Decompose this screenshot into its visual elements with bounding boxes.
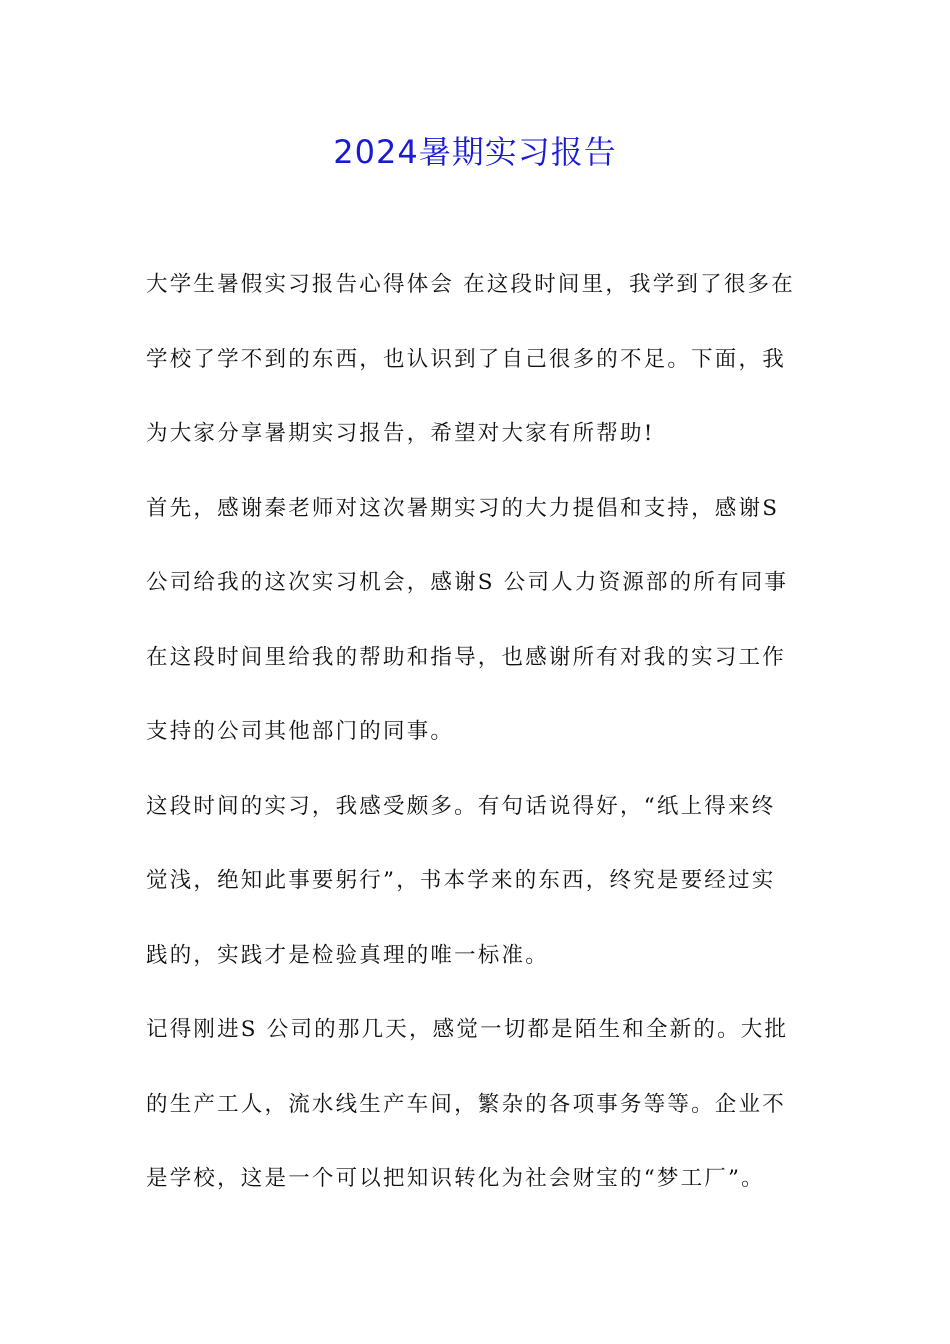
body-line: 是学校，这是一个可以把知识转化为社会财宝的“梦工厂”。 [146, 1166, 765, 1191]
body-line: 践的，实践才是检验真理的唯一标准。 [146, 942, 549, 968]
body-line: 支持的公司其他部门的同事。 [146, 719, 455, 744]
body-line: 的生产工人，流水线生产车间，繁杂的各项事务等等。企业不 [146, 1091, 786, 1117]
body-line: 记得刚进S 公司的那几天，感觉一切都是陌生和全新的。大批 [146, 1017, 789, 1042]
body-line: 觉浅，绝知此事要躬行”，书本学来的东西，终究是要经过实 [146, 868, 776, 893]
document-title: 2024暑期实习报告 [333, 133, 617, 171]
document-body [146, 262, 806, 1231]
body-line: 这段时间的实习，我感受颇多。有句话说得好，“纸上得来终 [146, 793, 776, 819]
body-line: 首先，感谢秦老师对这次暑期实习的大力提倡和支持，感谢S [146, 495, 780, 521]
body-line: 公司给我的这次实习机会，感谢S 公司人力资源部的所有同事 [146, 570, 789, 595]
body-line: 为大家分享暑期实习报告，希望对大家有所帮助! [146, 421, 655, 446]
body-line: 大学生暑假实习报告心得体会 在这段时间里，我学到了很多在 [146, 272, 795, 297]
body-line: 在这段时间里给我的帮助和指导，也感谢所有对我的实习工作 [146, 644, 786, 670]
body-line: 学校了学不到的东西，也认识到了自己很多的不足。下面，我 [146, 346, 786, 372]
